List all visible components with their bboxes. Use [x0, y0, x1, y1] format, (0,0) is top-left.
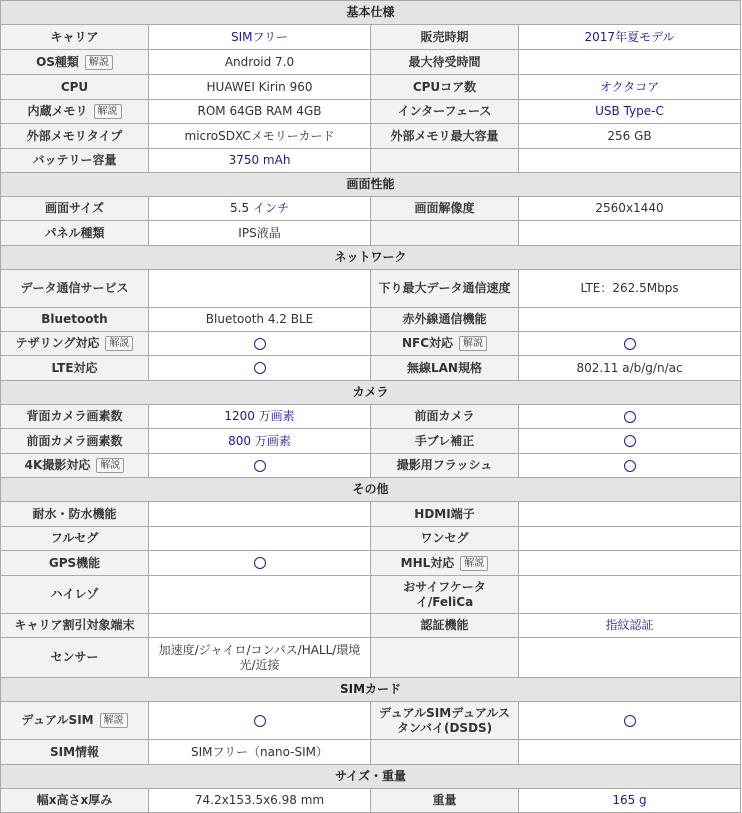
spec-value: [519, 332, 741, 356]
spec-label: [1, 405, 149, 429]
supported-circle-icon: [624, 435, 636, 447]
supported-circle-icon: [624, 460, 636, 472]
spec-label: [1, 576, 149, 614]
spec-label-text: 背面カメラ画素数: [26, 409, 123, 423]
spec-value: [149, 614, 371, 638]
table-row: [1, 576, 741, 614]
spec-value-link[interactable]: 5.5 インチ: [149, 197, 371, 221]
spec-label-text: デュアルSIMデュアルスタンバイ(DSDS): [378, 705, 510, 735]
spec-label-text: 幅x高さx厚み: [36, 793, 113, 807]
table-row: [1, 25, 741, 50]
table-row: [1, 405, 741, 429]
spec-value: [149, 356, 371, 381]
kaisetsu-button[interactable]: 解説: [460, 556, 488, 571]
spec-label-text: 4K撮影対応: [24, 458, 91, 472]
spec-value: [149, 551, 371, 576]
section-title: SIMカード: [1, 678, 741, 702]
spec-value: [519, 502, 741, 527]
section-title: カメラ: [1, 381, 741, 405]
spec-label-text: インターフェース: [397, 104, 492, 118]
spec-label-text: 画面解像度: [414, 201, 475, 215]
spec-label: [371, 551, 519, 576]
spec-label: [1, 75, 149, 100]
section-title: 画面性能: [1, 173, 741, 197]
spec-label: [1, 149, 149, 173]
spec-value: [519, 149, 741, 173]
table-row: [1, 551, 741, 576]
table-row: [1, 502, 741, 527]
spec-value: [519, 429, 741, 454]
spec-label-text: 外部メモリ最大容量: [390, 128, 499, 143]
spec-label-text: GPS機能: [48, 555, 101, 570]
section-title: 基本仕様: [1, 1, 741, 25]
spec-label-text: 耐水・防水機能: [32, 506, 117, 521]
section-header: [1, 1, 741, 25]
table-row: [1, 429, 741, 454]
spec-label-text: SIM情報: [49, 744, 100, 759]
spec-label: [1, 25, 149, 50]
spec-value: [519, 221, 741, 246]
spec-label: [1, 50, 149, 75]
spec-value: Android 7.0: [149, 50, 371, 75]
spec-value: IPS液晶: [149, 221, 371, 246]
spec-label: [1, 356, 149, 381]
spec-value: [149, 527, 371, 551]
spec-label-text: 重量: [432, 793, 457, 807]
spec-value: LTE：262.5Mbps: [519, 270, 741, 308]
spec-label: [371, 124, 519, 149]
spec-label: [371, 270, 519, 308]
spec-label-text: OS種類: [36, 54, 79, 69]
spec-label-text: 無線LAN規格: [407, 360, 482, 375]
spec-value-link[interactable]: 3750 mAh: [149, 149, 371, 173]
section-title: ネットワーク: [1, 246, 741, 270]
spec-value: microSDXCメモリーカード: [149, 124, 371, 149]
section-header: [1, 478, 741, 502]
spec-value: [519, 551, 741, 576]
section-title: サイズ・重量: [1, 765, 741, 789]
spec-label-text: 前面カメラ: [414, 409, 475, 423]
table-row: [1, 614, 741, 638]
spec-label-text: 外部メモリタイプ: [26, 128, 123, 143]
spec-label: [371, 197, 519, 221]
spec-label: [1, 551, 149, 576]
spec-value: [149, 502, 371, 527]
spec-label-text: LTE対応: [51, 360, 98, 375]
spec-label: [371, 356, 519, 381]
spec-label: [1, 429, 149, 454]
supported-circle-icon: [254, 715, 266, 727]
spec-label: [1, 614, 149, 638]
spec-value: [519, 308, 741, 332]
spec-label: [1, 527, 149, 551]
spec-label: [371, 149, 519, 173]
table-row: [1, 75, 741, 100]
spec-label: [371, 221, 519, 246]
spec-label: [371, 576, 519, 614]
table-row: [1, 100, 741, 124]
spec-value: 2560x1440: [519, 197, 741, 221]
spec-label: [371, 702, 519, 740]
section-header: [1, 678, 741, 702]
spec-label: [371, 527, 519, 551]
spec-label-text: 赤外線通信機能: [402, 312, 487, 326]
supported-circle-icon: [624, 411, 636, 423]
spec-label-text: センサー: [50, 650, 99, 664]
spec-value: [149, 270, 371, 308]
spec-label: [371, 332, 519, 356]
section-header: [1, 765, 741, 789]
spec-value-link[interactable]: オクタコア: [519, 75, 741, 100]
spec-value: 74.2x153.5x6.98 mm: [149, 789, 371, 813]
supported-circle-icon: [624, 715, 636, 727]
spec-value: 802.11 a/b/g/n/ac: [519, 356, 741, 381]
spec-label: [371, 25, 519, 50]
table-row: [1, 332, 741, 356]
spec-label: [1, 221, 149, 246]
spec-label: [1, 308, 149, 332]
spec-value: [519, 405, 741, 429]
spec-label-text: CPU: [60, 79, 89, 94]
kaisetsu-button[interactable]: 解説: [105, 336, 133, 351]
kaisetsu-button[interactable]: 解説: [96, 458, 124, 473]
spec-label-text: バッテリー容量: [32, 153, 117, 167]
section-title: その他: [1, 478, 741, 502]
spec-label-text: 販売時期: [420, 29, 469, 44]
spec-value-link[interactable]: 800 万画素: [149, 429, 371, 454]
spec-value: [519, 50, 741, 75]
spec-value-link[interactable]: SIMフリー: [149, 25, 371, 50]
spec-label-text: 認証機能: [420, 618, 469, 632]
table-row: [1, 270, 741, 308]
spec-label-text: 下り最大データ通信速度: [378, 281, 511, 295]
spec-value: ROM 64GB RAM 4GB: [149, 100, 371, 124]
table-row: [1, 702, 741, 740]
spec-value-link[interactable]: 1200 万画素: [149, 405, 371, 429]
table-row: [1, 454, 741, 478]
spec-label-text: 内蔵メモリ: [27, 104, 88, 118]
spec-label-text: NFC対応: [401, 336, 454, 350]
spec-value: [519, 638, 741, 678]
spec-label: [371, 429, 519, 454]
spec-label: [1, 124, 149, 149]
spec-value-link[interactable]: 165 g: [519, 789, 741, 813]
spec-label: [1, 100, 149, 124]
spec-label-text: おサイフケータイ/FeliCa: [403, 579, 486, 609]
spec-label: [371, 75, 519, 100]
spec-label: [371, 100, 519, 124]
spec-value: [149, 454, 371, 478]
spec-value: [519, 576, 741, 614]
section-header: [1, 381, 741, 405]
spec-label-text: デュアルSIM: [21, 713, 94, 727]
spec-value: SIMフリー（nano-SIM）: [149, 740, 371, 765]
spec-label-text: HDMI端子: [414, 506, 475, 521]
spec-label-text: ワンセグ: [420, 531, 469, 545]
spec-label-text: テザリング対応: [15, 336, 100, 350]
spec-label: [1, 197, 149, 221]
spec-label-text: 手ブレ補正: [414, 433, 475, 448]
kaisetsu-button[interactable]: 解説: [100, 713, 128, 728]
spec-value: [149, 702, 371, 740]
section-header: [1, 246, 741, 270]
spec-label: [371, 454, 519, 478]
kaisetsu-button[interactable]: 解説: [85, 55, 113, 70]
spec-label-text: パネル種類: [44, 225, 105, 240]
spec-label-text: 最大待受時間: [408, 54, 481, 69]
table-row: [1, 124, 741, 149]
spec-label-text: キャリア割引対象端末: [14, 618, 135, 632]
table-row: [1, 356, 741, 381]
spec-label-text: 前面カメラ画素数: [26, 433, 123, 448]
spec-value: Bluetooth 4.2 BLE: [149, 308, 371, 332]
spec-label: [371, 638, 519, 678]
spec-value: [149, 332, 371, 356]
spec-label-text: フルセグ: [50, 531, 99, 545]
spec-label-text: 画面サイズ: [44, 201, 105, 215]
table-row: [1, 221, 741, 246]
table-row: [1, 197, 741, 221]
spec-value-link[interactable]: 2017年夏モデル: [519, 25, 741, 50]
table-row: [1, 789, 741, 813]
supported-circle-icon: [254, 557, 266, 569]
spec-label: [371, 405, 519, 429]
spec-label: [1, 270, 149, 308]
spec-label: [371, 50, 519, 75]
spec-label: [371, 308, 519, 332]
spec-label: [1, 638, 149, 678]
table-row: [1, 308, 741, 332]
spec-label: [1, 740, 149, 765]
spec-label-text: ハイレゾ: [50, 587, 99, 601]
kaisetsu-button[interactable]: 解説: [94, 104, 122, 119]
spec-value: HUAWEI Kirin 960: [149, 75, 371, 100]
spec-value: [149, 576, 371, 614]
spec-label-text: MHL対応: [400, 555, 455, 570]
spec-value: 256 GB: [519, 124, 741, 149]
kaisetsu-button[interactable]: 解説: [459, 336, 487, 351]
spec-value: [519, 740, 741, 765]
table-row: [1, 740, 741, 765]
spec-label: [371, 614, 519, 638]
spec-label: [1, 789, 149, 813]
spec-value-link[interactable]: USB Type-C: [519, 100, 741, 124]
spec-label-text: キャリア: [50, 29, 99, 44]
spec-label: [1, 454, 149, 478]
table-row: [1, 149, 741, 173]
spec-value: [519, 702, 741, 740]
section-header: [1, 173, 741, 197]
spec-label: [371, 789, 519, 813]
spec-label: [371, 740, 519, 765]
spec-label-text: Bluetooth: [41, 312, 108, 326]
table-row: [1, 638, 741, 678]
table-row: [1, 527, 741, 551]
spec-label-text: 撮影用フラッシュ: [396, 458, 493, 472]
table-row: [1, 50, 741, 75]
spec-value-link[interactable]: 指紋認証: [519, 614, 741, 638]
supported-circle-icon: [254, 460, 266, 472]
supported-circle-icon: [254, 362, 266, 374]
spec-label: [1, 502, 149, 527]
spec-value: 加速度/ジャイロ/コンパス/HALL/環境光/近接: [149, 638, 371, 678]
spec-label-text: CPUコア数: [412, 79, 477, 94]
spec-value: [519, 454, 741, 478]
spec-value: [519, 527, 741, 551]
spec-label: [1, 702, 149, 740]
spec-label: [1, 332, 149, 356]
supported-circle-icon: [254, 338, 266, 350]
spec-label-text: データ通信サービス: [20, 281, 129, 295]
spec-label: [371, 502, 519, 527]
supported-circle-icon: [624, 338, 636, 350]
